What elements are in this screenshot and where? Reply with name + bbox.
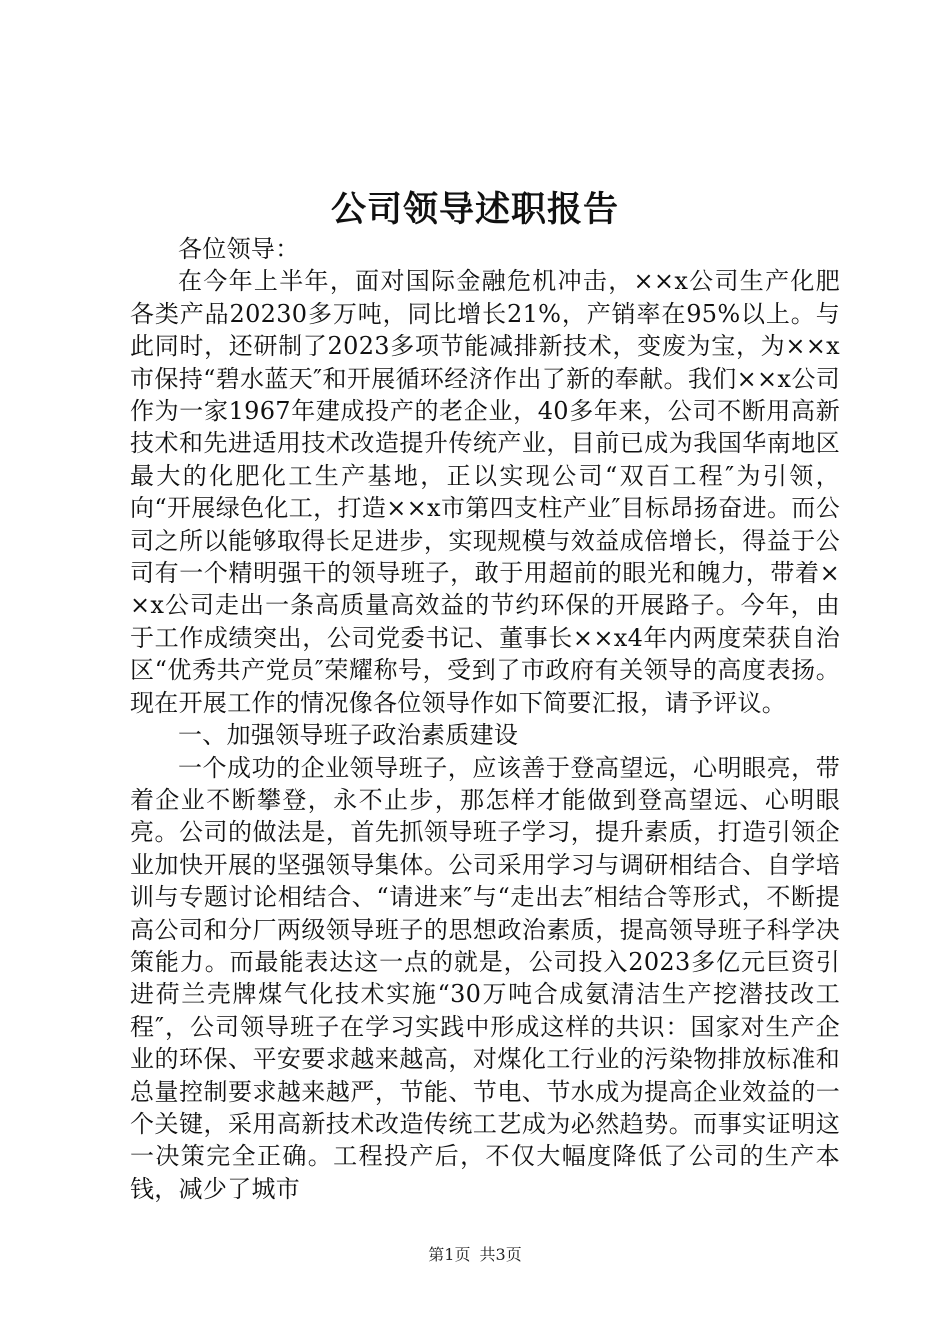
paragraph-section-one: 一个成功的企业领导班子，应该善于登高望远，心明眼亮，带着企业不断攀登，永不止步，那怎样才能做到登高望远、心明眼亮。公司的做法是，首先抓领导班子学习，提升素质，打造引领企业加快开展的坚强领导集体。公司采用学习与调研相结合、自学培训与专题讨论相结合、“请进来″与“走出去″相结合等形式，不断提高公司和分厂两级领导班子的思想政治素质，提高领导班子科学决策能力。而最能表达这一点的就是，公司投入2023多亿元巨资引进荷兰壳牌煤气化技术实施“30万吨合成氨清洁生产挖潜技改工程″，公司领导班子在学习实践中形成这样的共识：国家对生产企业的环保、平安要求越来越高，对煤化工行业的污染物排放标准和总量控制要求越来越严，节能、节电、节水成为提高企业效益的一个关键，采用高新技术改造传统工艺成为必然趋势。而事实证明这一决策完全正确。工程投产后，不仅大幅度降低了公司的生产本钱，减少了城市	[130, 753, 840, 1203]
page-number: 第1页	[428, 1245, 471, 1264]
document-title: 公司领导述职报告	[330, 189, 619, 230]
page-footer	[0, 1242, 950, 1265]
page-total: 共3页	[479, 1245, 522, 1264]
paragraph-intro: 在今年上半年，面对国际金融危机冲击，××x公司生产化肥各类产品20230多万吨，同比增长21%，产销率在95%以上。与此同时，还研制了2023多项节能减排新技术，变废为宝，为××x市保持“碧水蓝天″和开展循环经济作出了新的奉献。我们××x公司作为一家1967年建成投产的老企业，40多年来，公司不断用高新技术和先进适用技术改造提升传统产业，目前已成为我国华南地区最大的化肥化工生产基地，正以实现公司“双百工程″为引领，向“开展绿色化工，打造××x市第四支柱产业″目标昂扬奋进。而公司之所以能够取得长足进步，实现规模与效益成倍增长，得益于公司有一个精明强干的领导班子，敢于用超前的眼光和魄力，带着××x公司走出一条高质量高效益的节约环保的开展路子。今年，由于工作成绩突出，公司党委书记、董事长××x4年内两度荣获自治区“优秀共产党员″荣耀称号，受到了市政府有关领导的高度表扬。现在开展工作的情况像各位领导作如下简要汇报，请予评议。	[130, 267, 840, 717]
section-heading: 一、加强领导班子政治素质建设	[178, 721, 519, 750]
salutation: 各位领导：	[178, 235, 300, 263]
document-body	[130, 233, 840, 1205]
